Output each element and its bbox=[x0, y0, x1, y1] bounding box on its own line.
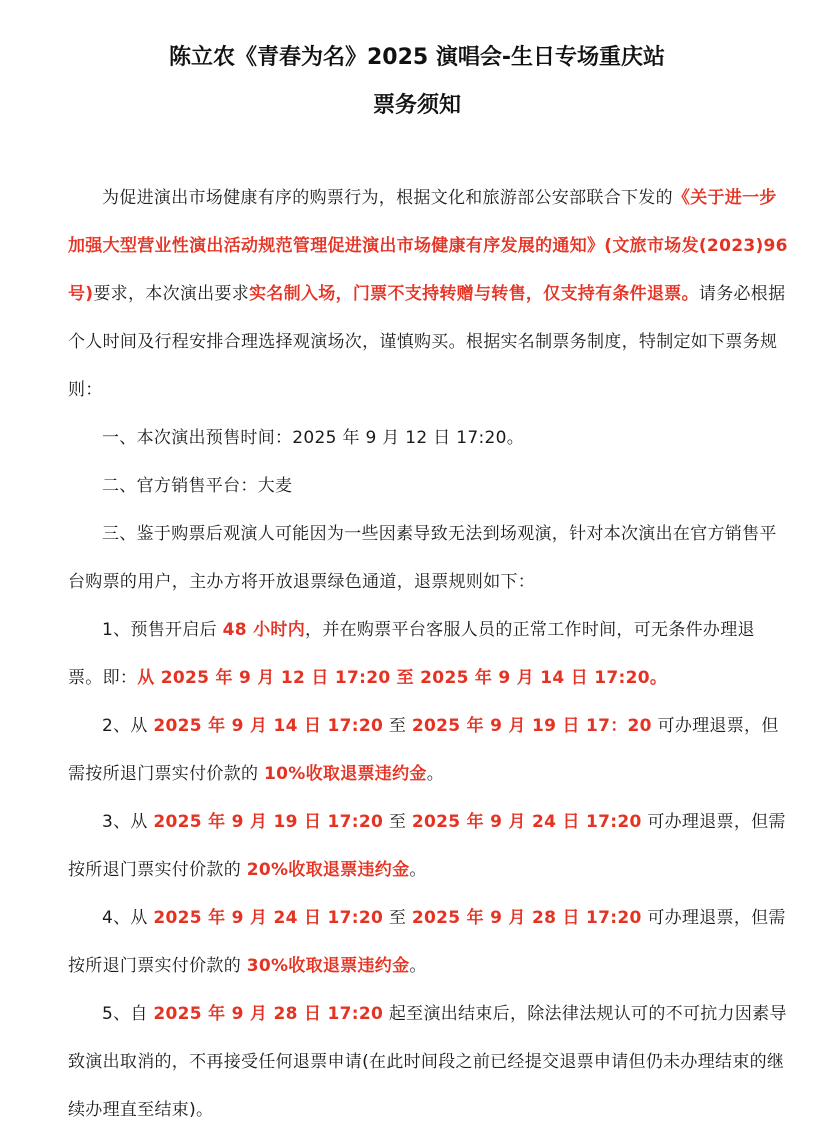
document-body bbox=[68, 174, 788, 1134]
refund-rule-1: 1、预售开启后 48 小时内，并在购票平台客服人员的正常工作时间，可无条件办理退票。即：从 2025 年 9 月 12 日 17:20 至 2025 年 9 月 14 日 17:20。 bbox=[68, 620, 755, 688]
refund-rule-4: 4、从 2025 年 9 月 24 日 17:20 至 2025 年 9 月 28 日 17:20 可办理退票，但需按所退门票实付价款的 30%收取退票违约金。 bbox=[68, 908, 786, 976]
refund-rule-5: 5、自 2025 年 9 月 28 日 17:20 起至演出结束后，除法律法规认可的不可抗力因素导致演出取消的，不再接受任何退票申请(在此时间段之前已经提交退票申请但仍未办理结束的继续办理直至结束)。 bbox=[68, 1004, 787, 1120]
intro-text: 要求，本次演出要求 bbox=[93, 284, 250, 304]
intro-text: 为促进演出市场健康有序的购票行为，根据文化和旅游部公安部联合下发的 bbox=[102, 188, 673, 208]
refund-rule-3: 3、从 2025 年 9 月 19 日 17:20 至 2025 年 9 月 24 日 17:20 可办理退票，但需按所退门票实付价款的 20%收取退票违约金。 bbox=[68, 812, 786, 880]
item-presale-time: 一、本次演出预售时间：2025 年 9 月 12 日 17:20。 bbox=[102, 428, 525, 448]
refund-rule-2: 2、从 2025 年 9 月 14 日 17:20 至 2025 年 9 月 19 日 17：20 可办理退票，但需按所退门票实付价款的 10%收取退票违约金。 bbox=[68, 716, 779, 784]
item-sales-platform: 二、官方销售平台：大麦 bbox=[102, 476, 293, 496]
document-subtitle: 票务须知 bbox=[372, 93, 461, 118]
document-title: 陈立农《青春为名》2025 演唱会-生日专场重庆站 bbox=[168, 45, 666, 70]
item-refund-intro: 三、鉴于购票后观演人可能因为一些因素导致无法到场观演，针对本次演出在官方销售平台购票的用户，主办方将开放退票绿色通道，退票规则如下： bbox=[68, 524, 777, 592]
intro-paragraph bbox=[68, 174, 788, 414]
notice-title: 《关于进一步加强大型营业性演出活动规范管理促进演出市场健康有序发展的通知》(文旅市场发(2023)96 号) bbox=[68, 188, 788, 304]
ticket-policy: 实名制入场，门票不支持转赠与转售，仅支持有条件退票。 bbox=[249, 284, 699, 304]
intro-text: 请务必根据个人时间及行程安排合理选择观演场次，谨慎购买。根据实名制票务制度，特制定如下票务规则： bbox=[68, 284, 786, 400]
